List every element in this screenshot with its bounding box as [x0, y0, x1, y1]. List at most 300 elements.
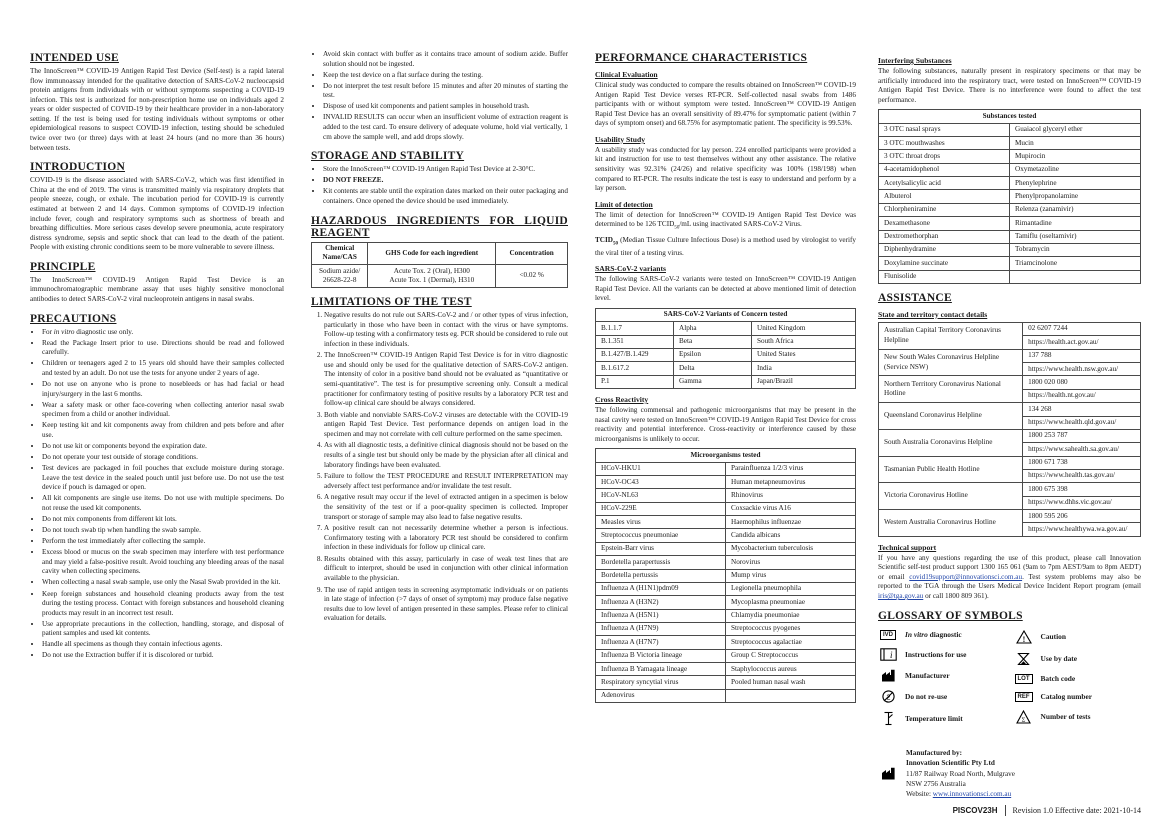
- table-cell: Candida albicans: [726, 529, 856, 542]
- manufacturer-line: [906, 758, 1015, 768]
- section-heading: ASSISTANCE: [878, 291, 952, 304]
- list-item: 1. Negative results do not rule out SARS-CoV-2 and / or other types of virus infection, particularly in those who have been in contact with the virus or have symptoms. Follow-up testing with a confirmatory tests eg. PCR should be considered to rule out infection in these individuals.: [324, 311, 568, 349]
- table-cell: HCoV-HKU1: [596, 462, 726, 475]
- table-cell: Influenza B Victoria lineage: [596, 649, 726, 662]
- table-row: [596, 582, 856, 595]
- text-segment: Innovation Scientific Pty Ltd: [906, 759, 995, 768]
- glossary-column: [878, 630, 1006, 734]
- table-row: [879, 456, 1141, 469]
- list-item: • Use appropriate precautions in the collection, handling, storage, and disposal of patient samples and used kit contents.: [42, 620, 284, 639]
- svg-text:i: i: [889, 649, 893, 660]
- column-4: [878, 50, 1141, 800]
- table-row: [879, 123, 1141, 136]
- table-row: [879, 257, 1141, 270]
- svg-text:!: !: [1022, 634, 1025, 644]
- glossary-item: [1014, 652, 1142, 666]
- manufacturer-line: [906, 769, 1015, 779]
- table-row: [596, 362, 856, 375]
- table-cell: Mupirocin: [1010, 150, 1141, 163]
- list-item: • INVALID RESULTS can occur when an insufficient volume of extraction reagent is added to the test card. To ensure delivery of adequate volume, hold vial vertically, 1 cm above the sample well, and add drops slowly.: [323, 113, 568, 142]
- table-cell: B.1.427/B.1.429: [596, 348, 674, 361]
- use-by-date-icon: [1014, 652, 1034, 666]
- contact-url[interactable]: https://www.health.nsw.gov.au/: [1023, 363, 1141, 376]
- table-cell: 3 OTC throat drops: [879, 150, 1010, 163]
- table-row: [879, 137, 1141, 150]
- table-cell: Beta: [674, 335, 752, 348]
- table-cell: 3 OTC nasal sprays: [879, 123, 1010, 136]
- contact-phone: 137 788: [1023, 349, 1141, 362]
- column-2: [311, 50, 568, 627]
- svg-text:Σ: Σ: [1021, 716, 1026, 724]
- table-row: [596, 335, 856, 348]
- text-segment: For: [42, 327, 54, 336]
- list-item: 4. As with all diagnostic tests, a definitive clinical diagnosis should not be based on the results of a single test but should only be made by the physician after all clinical and laboratory findings have been evaluated.: [324, 441, 568, 470]
- table-row: [879, 217, 1141, 230]
- contact-phone: 134 268: [1023, 403, 1141, 416]
- list-item: • Do not operate your test outside of storage conditions.: [42, 453, 284, 463]
- glossary-item: [1014, 692, 1142, 702]
- table-cell: Oxymetazoline: [1010, 163, 1141, 176]
- text-segment: in vitro: [53, 327, 75, 336]
- contact-phone: 02 6207 7244: [1023, 322, 1141, 335]
- table-row: [879, 177, 1141, 190]
- glossary-item: [878, 648, 1006, 661]
- section-heading: INTRODUCTION: [30, 161, 126, 174]
- list-item: • Wear a safety mask or other face-covering when collecting anterior nasal swab specimen from a child or another individual.: [42, 401, 284, 420]
- section-heading: LIMITATIONS OF THE TEST: [311, 295, 472, 308]
- paragraph: The following substances, naturally present in respiratory specimens or that may be artificially introduced into the respiratory tract, were tested on InnoScreen™ COVID-19 Antigen Rapid Test Device. There is no interference were found to affect the test performance.: [878, 67, 1141, 104]
- table-cell: <0.02 %: [496, 265, 568, 288]
- list-item: 7. A positive result can not necessarily determine whether a person is infectious. Confirmatory testing with a laboratory PCR test should be considered to confirm infection in these individuals for follow up clinical care.: [324, 524, 568, 553]
- table-cell: Relenza (zanamivir): [1010, 203, 1141, 216]
- glossary-item: [1014, 630, 1142, 644]
- text-segment: Batch code: [1040, 674, 1076, 684]
- paragraph: A usability study was conducted for lay person. 224 enrolled participants were provided a kit and instruction for use to test themselves without any other assistance. The relative sensitivity was 92.31% (24/26) and relative specificity was 100% (198/198) when compared to RT-PCR. The results indicate the test is easy to understand and perform by a lay person.: [595, 145, 856, 193]
- manufacturer-details: [906, 748, 1015, 800]
- contact-name: Western Australia Coronavirus Hotline: [879, 510, 1023, 537]
- table-cell: B.1.351: [596, 335, 674, 348]
- contact-phone: 1800 671 738: [1023, 456, 1141, 469]
- data-table: [311, 242, 568, 288]
- table-cell: Alpha: [674, 322, 752, 335]
- list-item: • When collecting a nasal swab sample, use only the Nasal Swab provided in the kit.: [42, 578, 284, 588]
- text-segment: 50: [674, 225, 680, 231]
- table-cell: United States: [752, 348, 856, 361]
- column-1: [30, 50, 284, 664]
- section-heading: Limit of detection: [595, 199, 653, 209]
- table-cell: [1010, 270, 1141, 283]
- table-cell: Chlorpheniramine: [879, 203, 1010, 216]
- contacts-table: [878, 322, 1141, 537]
- table-header-cell: Chemical Name/CAS: [312, 242, 368, 265]
- table-cell: 4-acetamidophenol: [879, 163, 1010, 176]
- table-cell: South Africa: [752, 335, 856, 348]
- paragraph: The following SARS-CoV-2 variants were tested on InnoScreen™ COVID-19 Antigen Rapid Test Device. All the variants can be detected at above mentioned limit of detection level.: [595, 275, 856, 303]
- list-item: • Store the InnoScreen™ COVID-19 Antigen Rapid Test Device at 2-30°C.: [323, 165, 568, 175]
- table-row: [596, 476, 856, 489]
- section-heading: HAZARDOUS INGREDIENTS FOR LIQUID REAGENT: [311, 214, 568, 239]
- text-segment: Use by date: [1040, 654, 1078, 664]
- table-cell: Dextromethorphan: [879, 230, 1010, 243]
- section-heading: Usability Study: [595, 134, 646, 144]
- contact-url[interactable]: https://www.health.qld.gov.au/: [1023, 416, 1141, 429]
- text-segment: 11/87 Railway Road North, Mulgrave: [906, 769, 1015, 778]
- number-of-tests-icon: [1014, 710, 1034, 724]
- bullet-list: [311, 165, 568, 206]
- contact-phone: 1800 675 398: [1023, 483, 1141, 496]
- table-cell: Acetylsalicylic acid: [879, 177, 1010, 190]
- table-cell: Staphylococcus aureus: [726, 663, 856, 676]
- instructions-for-use-icon: [878, 648, 898, 661]
- contact-name: South Australia Coronavirus Helpline: [879, 429, 1023, 456]
- paragraph: [878, 554, 1141, 602]
- list-item: • Do not touch swab tip when handling the swab sample.: [42, 526, 284, 536]
- text-segment: or call 1800 809 361).: [923, 592, 989, 601]
- list-item: 3. Both viable and nonviable SARS-CoV-2 viruses are detectable with the COVID-19 antigen Rapid Test Device. Test performance depends on antigen load in the specimen and may not correlate with cell culture performed on the same specimen.: [324, 411, 568, 440]
- table-row: [596, 609, 856, 622]
- paragraph: Clinical study was conducted to compare the results obtained on InnoScreen™ COVID-19 Antigen Rapid Test Device verses RT-PCR. Self-collected nasal swabs from 1486 participants with or without symptom were tested. InnoScreen™ COVID-19 Antigen Rapid Test Device has an overall sensitivity of 89.47% for symptomatic patient (within 7 days of symptom onset) and 68.75% for asymptomatic patient. The specificity is 99.53%.: [595, 81, 856, 128]
- footer-revision: Revision 1.0 Effective date: 2021-10-14: [1012, 806, 1141, 815]
- table-row: [879, 349, 1141, 362]
- table-row: [596, 649, 856, 662]
- table-cell: Influenza A (H3N2): [596, 596, 726, 609]
- glossary-label: [905, 630, 962, 639]
- contact-name: Victoria Coronavirus Hotline: [879, 483, 1023, 510]
- glossary-label: [905, 671, 950, 680]
- caution-icon: [1014, 630, 1034, 644]
- contact-name: Northern Territory Coronavirus National Hotline: [879, 376, 1023, 403]
- glossary-label: [1041, 632, 1066, 641]
- table-row: [596, 542, 856, 555]
- do-not-reuse-icon: [878, 690, 898, 703]
- table-cell: Flunisolide: [879, 270, 1010, 283]
- lot-icon: LOT: [1014, 674, 1034, 684]
- table-row: [312, 265, 568, 288]
- text-segment: 50: [612, 241, 618, 247]
- glossary-item: [878, 630, 1006, 640]
- table-row: [879, 150, 1141, 163]
- table-cell: Haemophilus influenzae: [726, 516, 856, 529]
- table-cell: Phenylephrine: [1010, 177, 1141, 190]
- contact-phone: 1800 253 787: [1023, 429, 1141, 442]
- list-item: • Children or teenagers aged 2 to 15 years old should have their samples collected and tested by an adult. Do not use the tests for anyone under 2 years of age.: [42, 359, 284, 378]
- text-segment: Number of tests: [1040, 712, 1091, 722]
- column-3: [595, 50, 856, 709]
- contact-name: New South Wales Coronavirus Helpline (Service NSW): [879, 349, 1023, 376]
- link[interactable]: iris@tga.gov.au: [878, 592, 924, 601]
- text-segment: Manufacturer: [905, 670, 950, 680]
- table-cell: Guaiacol glyceryl ether: [1010, 123, 1141, 136]
- list-item: • Avoid skin contact with buffer as it contains trace amount of sodium azide. Buffer solution should not be ingested.: [323, 50, 568, 69]
- table-cell: India: [752, 362, 856, 375]
- text-segment: Catalog number: [1040, 692, 1093, 702]
- text-segment: NSW 2756 Australia: [906, 779, 966, 788]
- svg-text:2: 2: [885, 691, 891, 701]
- table-row: [879, 322, 1141, 335]
- data-table: [595, 448, 856, 703]
- table-cell: Parainfluenza 1/2/3 virus: [726, 462, 856, 475]
- data-table: [878, 109, 1141, 284]
- table-cell: Acute Tox. 2 (Oral), H300 Acute Tox. 1 (Dermal), H310: [368, 265, 496, 288]
- paragraph: [595, 236, 856, 258]
- table-row: [879, 243, 1141, 256]
- list-item: 9. The use of rapid antigen tests in screening asymptomatic individuals or on patients in late stage of infection (>7 days of onset of symptom) may produce false negative results due to low level of antigen presented in these samples. Please refer to clinical evaluation for details.: [324, 586, 568, 624]
- table-cell: Japan/Brazil: [752, 375, 856, 388]
- table-header-cell: Concentration: [496, 242, 568, 265]
- table-cell: Epsilon: [674, 348, 752, 361]
- table-cell: Delta: [674, 362, 752, 375]
- table-cell: Norovirus: [726, 556, 856, 569]
- list-item: • Read the Package Insert prior to use. Directions should be read and followed carefully.: [42, 339, 284, 358]
- table-cell: Triamcinolone: [1010, 257, 1141, 270]
- list-item: • Do not use on anyone who is prone to nosebleeds or has had facial or head injury/surgery in the last 6 months.: [42, 380, 284, 399]
- table-cell: [726, 689, 856, 702]
- table-header-cell: GHS Code for each ingredient: [368, 242, 496, 265]
- table-row: [596, 529, 856, 542]
- table-cell: Measles virus: [596, 516, 726, 529]
- table-cell: Chlamydia pneumoniae: [726, 609, 856, 622]
- table-cell: Group C Streptococcus: [726, 649, 856, 662]
- section-heading: PRECAUTIONS: [30, 312, 117, 325]
- table-cell: Coxsackie virus A16: [726, 502, 856, 515]
- section-heading: State and territory contact details: [878, 309, 988, 319]
- list-item: • Dispose of used kit components and patient samples in household trash.: [323, 102, 568, 112]
- text-segment: In vitro: [905, 630, 928, 640]
- table-cell: Bordetella pertussis: [596, 569, 726, 582]
- section-heading: SARS-CoV-2 variants: [595, 264, 666, 274]
- text-segment: If you have any questions regarding the use of this product, please call Innovation Scientific self-test product support 1300 165 061 (9am to 7pm AEST/9am to 8pm AEDT) or email: [878, 553, 1141, 581]
- table-cell: Influenza A (H7N7): [596, 636, 726, 649]
- contact-url[interactable]: https://www.sahealth.sa.gov.au/: [1023, 443, 1141, 456]
- table-row: [879, 163, 1141, 176]
- table-cell: B.1.1.7: [596, 322, 674, 335]
- contact-url[interactable]: https://health.nt.gov.au/: [1023, 389, 1141, 402]
- text-segment: The limit of detection for InnoScreen™ COVID-19 Antigen Rapid Test Device was determined to be 126 TCID: [595, 210, 856, 229]
- table-row: [596, 622, 856, 635]
- list-item: • Keep foreign substances and household cleaning products away from the test during the testing process. Contact with foreign substances and household cleaning products may result in an incorrect test result.: [42, 590, 284, 619]
- table-row: [596, 596, 856, 609]
- list-item: • Do not use kit or components beyond the expiration date.: [42, 442, 284, 452]
- table-row: [596, 663, 856, 676]
- table-cell: Legionella pneumophila: [726, 582, 856, 595]
- section-heading: GLOSSARY OF SYMBOLS: [878, 609, 1023, 622]
- text-segment: Caution: [1040, 632, 1066, 642]
- table-cell: HCoV-NL63: [596, 489, 726, 502]
- table-cell: Tamiflu (oseltamivir): [1010, 230, 1141, 243]
- table-row: [879, 403, 1141, 416]
- table-cell: HCoV-OC43: [596, 476, 726, 489]
- table-cell: HCoV-229E: [596, 502, 726, 515]
- text-segment: diagnostic: [927, 630, 962, 640]
- glossary-label: [905, 692, 947, 701]
- ref-icon: REF: [1014, 692, 1034, 702]
- glossary-item: [1014, 674, 1142, 684]
- table-cell: Sodium azide/ 26628-22-8: [312, 265, 368, 288]
- table-row: [596, 569, 856, 582]
- table-cell: Influenza A (H7N9): [596, 622, 726, 635]
- manufacturer-line: [906, 748, 1015, 758]
- table-cell: Albuterol: [879, 190, 1010, 203]
- text-segment: /mL using inactivated SARS-CoV-2 Virus.: [679, 220, 802, 229]
- numbered-list: [311, 311, 568, 624]
- list-item: • Do not use the Extraction buffer if it is discolored or turbid.: [42, 651, 284, 661]
- bullet-list: [311, 50, 568, 142]
- table-cell: Streptococcus agalactiae: [726, 636, 856, 649]
- text-segment: Manufactured by:: [906, 748, 962, 757]
- list-item: • Keep testing kit and kit components away from children and pets before and after use.: [42, 421, 284, 440]
- list-item: [42, 328, 284, 338]
- list-item: • Perform the test immediately after collecting the sample.: [42, 537, 284, 547]
- glossary-label: [1041, 654, 1078, 663]
- list-item: • Do not mix components from different kit lots.: [42, 515, 284, 525]
- table-cell: Influenza A (H1N1)pdm09: [596, 582, 726, 595]
- link[interactable]: covid19support@innovationsci.com.au: [909, 572, 1023, 581]
- table-title: Substances tested: [879, 110, 1141, 123]
- table-cell: Rhinovirus: [726, 489, 856, 502]
- section-heading: Technical support: [878, 542, 937, 552]
- bullet-list: [30, 328, 284, 662]
- table-cell: 3 OTC mouthwashes: [879, 137, 1010, 150]
- contact-name: Australian Capital Territory Coronavirus Helpline: [879, 322, 1023, 349]
- table-cell: Influenza B Yamagata lineage: [596, 663, 726, 676]
- glossary-column: [1014, 630, 1142, 734]
- contact-url[interactable]: https://www.dhhs.vic.gov.au/: [1023, 496, 1141, 509]
- link[interactable]: www.innovationsci.com.au: [932, 790, 1012, 799]
- list-item: • Keep the test device on a flat surface during the testing.: [323, 71, 568, 81]
- table-row: [879, 270, 1141, 283]
- ivd-icon: IVD: [878, 630, 898, 640]
- paragraph: [595, 211, 856, 233]
- text-segment: DO NOT FREEZE.: [323, 176, 384, 185]
- glossary-item: [878, 669, 1006, 682]
- text-segment: TCID: [595, 236, 613, 245]
- table-row: [879, 190, 1141, 203]
- glossary-item: [1014, 710, 1142, 724]
- table-row: [596, 676, 856, 689]
- contact-name: Tasmanian Public Health Hotline: [879, 456, 1023, 483]
- list-item: • Kit contents are stable until the expiration dates marked on their outer packaging and containers. Once opened the device should be used immediately.: [323, 187, 568, 206]
- paragraph: COVID-19 is the disease associated with SARS-CoV-2, which was first identified in China at the end of 2019. The virus is transmitted mainly via respiratory droplets that people sneeze, cough, or exhale. The incubation period for COVID-19 is currently estimated at between 2 and 14 days. Common symptoms of COVID-19 infection include fever, cough and respiratory symptoms such as shortness of breath and breathing difficulties. More serious cases develop severe pneumonia, acute respiratory distress syndrome, sepsis and septic shock that can lead to the death of the patient. People with existing chronic conditions seem to be more vulnerable to severe illness.: [30, 176, 284, 252]
- contact-url[interactable]: https://health.act.gov.au/: [1023, 336, 1141, 349]
- text-segment: Do not re-use: [905, 691, 948, 701]
- table-cell: Gamma: [674, 375, 752, 388]
- contact-phone: 1800 020 080: [1023, 376, 1141, 389]
- list-item: • Handle all specimens as though they contain infectious agents.: [42, 640, 284, 650]
- table-cell: Mycobacterium tuberculosis: [726, 542, 856, 555]
- text-segment: Temperature limit: [905, 713, 963, 723]
- section-heading: PRINCIPLE: [30, 260, 96, 273]
- table-row: [596, 689, 856, 702]
- table-cell: Mump virus: [726, 569, 856, 582]
- paragraph: The InnoScreen™ COVID-19 Antigen Rapid Test Device is an immunochromatographic membrane assay that uses highly sensitive monoclonal antibodies to detect SARS-CoV-2 viral nucleoprotein antigens in nasal swabs.: [30, 275, 284, 303]
- table-cell: Adenovirus: [596, 689, 726, 702]
- manufacturer-icon: [878, 748, 898, 800]
- footer: [953, 805, 1141, 816]
- paragraph: The InnoScreen™ COVID-19 Antigen Rapid Test Device (Self-test) is a rapid lateral flow immunoassay intended for the qualitative detection of SARS-CoV-2 nucleocapsid protein antigens from individuals with or without symptoms suspecting a COVID-19 infection. This test is authorized for non-prescription home use on individuals aged 2 years or older suspected of COVID-19 by their healthcare provider in a non-laboratory setting. If the test is being used for testing individuals without symptoms or other epidemiological reasons to suspect COVID-19 infection, testing should be scheduled twice over two (or three) days with at least 24 hours (and no more than 36 hours) between tests.: [30, 67, 284, 152]
- paragraph: The following commensal and pathogenic microorganisms that may be present in the nasal cavity were tested on InnoScreen™ COVID-19 Antigen Rapid Test Device for cross reactivity and potential interference. Cross-reactivity or interference caused by these microorganisms is unlikely to occur.: [595, 405, 856, 443]
- manufacturer-block: [878, 748, 1141, 800]
- data-table: [595, 308, 856, 389]
- table-row: [879, 203, 1141, 216]
- table-cell: Pooled human nasal wash: [726, 676, 856, 689]
- table-cell: Rimantadine: [1010, 217, 1141, 230]
- section-heading: Cross Reactivity: [595, 394, 649, 404]
- list-item: [323, 176, 568, 186]
- list-item: • Do not interpret the test result before 15 minutes and after 20 minutes of starting the test.: [323, 82, 568, 101]
- table-row: [596, 322, 856, 335]
- document-code: PISCOV23H: [952, 806, 998, 815]
- contact-url[interactable]: https://www.health.tas.gov.au/: [1023, 469, 1141, 482]
- table-cell: Streptococcus pneumoniae: [596, 529, 726, 542]
- section-heading: PERFORMANCE CHARACTERISTICS: [595, 52, 808, 64]
- glossary-label: [905, 650, 966, 659]
- table-row: [879, 376, 1141, 389]
- table-cell: Streptococcus pyogenes: [726, 622, 856, 635]
- manufacturer-icon: [878, 669, 898, 682]
- glossary-item: [878, 711, 1006, 726]
- manufacturer-line: [906, 779, 1015, 789]
- table-cell: Diphenhydramine: [879, 243, 1010, 256]
- list-item: 8. Results obtained with this assay, particularly in case of weak test lines that are difficult to interpret, should be used in conjunction with other clinical information available to the physician.: [324, 555, 568, 584]
- table-cell: Mucin: [1010, 137, 1141, 150]
- table-title: Microorganisms tested: [596, 449, 856, 462]
- text-segment: (Median Tissue Culture Infectious Dose) is a method used by virologist to verify the viral titer of a testing virus.: [595, 236, 856, 257]
- table-header-row: [312, 242, 568, 265]
- glossary-of-symbols: [878, 630, 1141, 734]
- manufacturer-line: [906, 789, 1015, 799]
- contact-phone: 1800 595 206: [1023, 510, 1141, 523]
- contact-url[interactable]: https://www.healthywa.wa.gov.au/: [1023, 523, 1141, 536]
- table-cell: Respiratory syncytial virus: [596, 676, 726, 689]
- list-item: 6. A negative result may occur if the level of extracted antigen in a specimen is below the sensitivity of the test or if a poor-quality specimen is collected. Improper transport or storage of sample may also lead to false negative results.: [324, 493, 568, 522]
- list-item: • Test devices are packaged in foil pouches that exclude moisture during storage. Leave the test device in the sealed pouch until just before use. Do not use the test device if pouch is damaged or open.: [42, 464, 284, 493]
- text-segment: . Test system problems may also be reported to the TGA through the Users Medical Device Incident Report program (email: [878, 572, 1141, 591]
- glossary-item: [878, 690, 1006, 703]
- section-heading: STORAGE AND STABILITY: [311, 150, 465, 163]
- table-cell: Epstein-Barr virus: [596, 542, 726, 555]
- table-row: [879, 483, 1141, 496]
- table-cell: Phenylpropanolamine: [1010, 190, 1141, 203]
- list-item: • Excess blood or mucus on the swab specimen may interfere with test performance and may yield a false-positive result. Avoid touching any bleeding areas of the nasal cavity when collecting specimens.: [42, 548, 284, 577]
- section-heading: INTENDED USE: [30, 52, 119, 64]
- text-segment: diagnostic use only.: [74, 327, 134, 336]
- table-row: [596, 462, 856, 475]
- list-item: • All kit components are single use items. Do not use with multiple specimens. Do not reuse the used kit components.: [42, 494, 284, 513]
- table-row: [879, 429, 1141, 442]
- table-row: [596, 502, 856, 515]
- table-title: SARS-CoV-2 Variants of Concern tested: [596, 308, 856, 321]
- glossary-label: [1041, 674, 1076, 683]
- table-cell: Influenza A (H5N1): [596, 609, 726, 622]
- table-cell: Human metapneumovirus: [726, 476, 856, 489]
- table-cell: Bordetella parapertussis: [596, 556, 726, 569]
- glossary-label: [905, 714, 963, 723]
- temperature-limit-icon: [878, 711, 898, 726]
- table-cell: B.1.617.2: [596, 362, 674, 375]
- table-cell: Dexamethasone: [879, 217, 1010, 230]
- table-cell: Tobramycin: [1010, 243, 1141, 256]
- table-row: [596, 348, 856, 361]
- text-segment: Instructions for use: [905, 649, 967, 659]
- table-cell: P.1: [596, 375, 674, 388]
- text-segment: Website:: [906, 790, 933, 799]
- table-row: [596, 375, 856, 388]
- glossary-label: [1041, 692, 1093, 701]
- table-row: [596, 489, 856, 502]
- table-cell: Mycoplasma pneumoniae: [726, 596, 856, 609]
- table-row: [596, 636, 856, 649]
- table-row: [879, 230, 1141, 243]
